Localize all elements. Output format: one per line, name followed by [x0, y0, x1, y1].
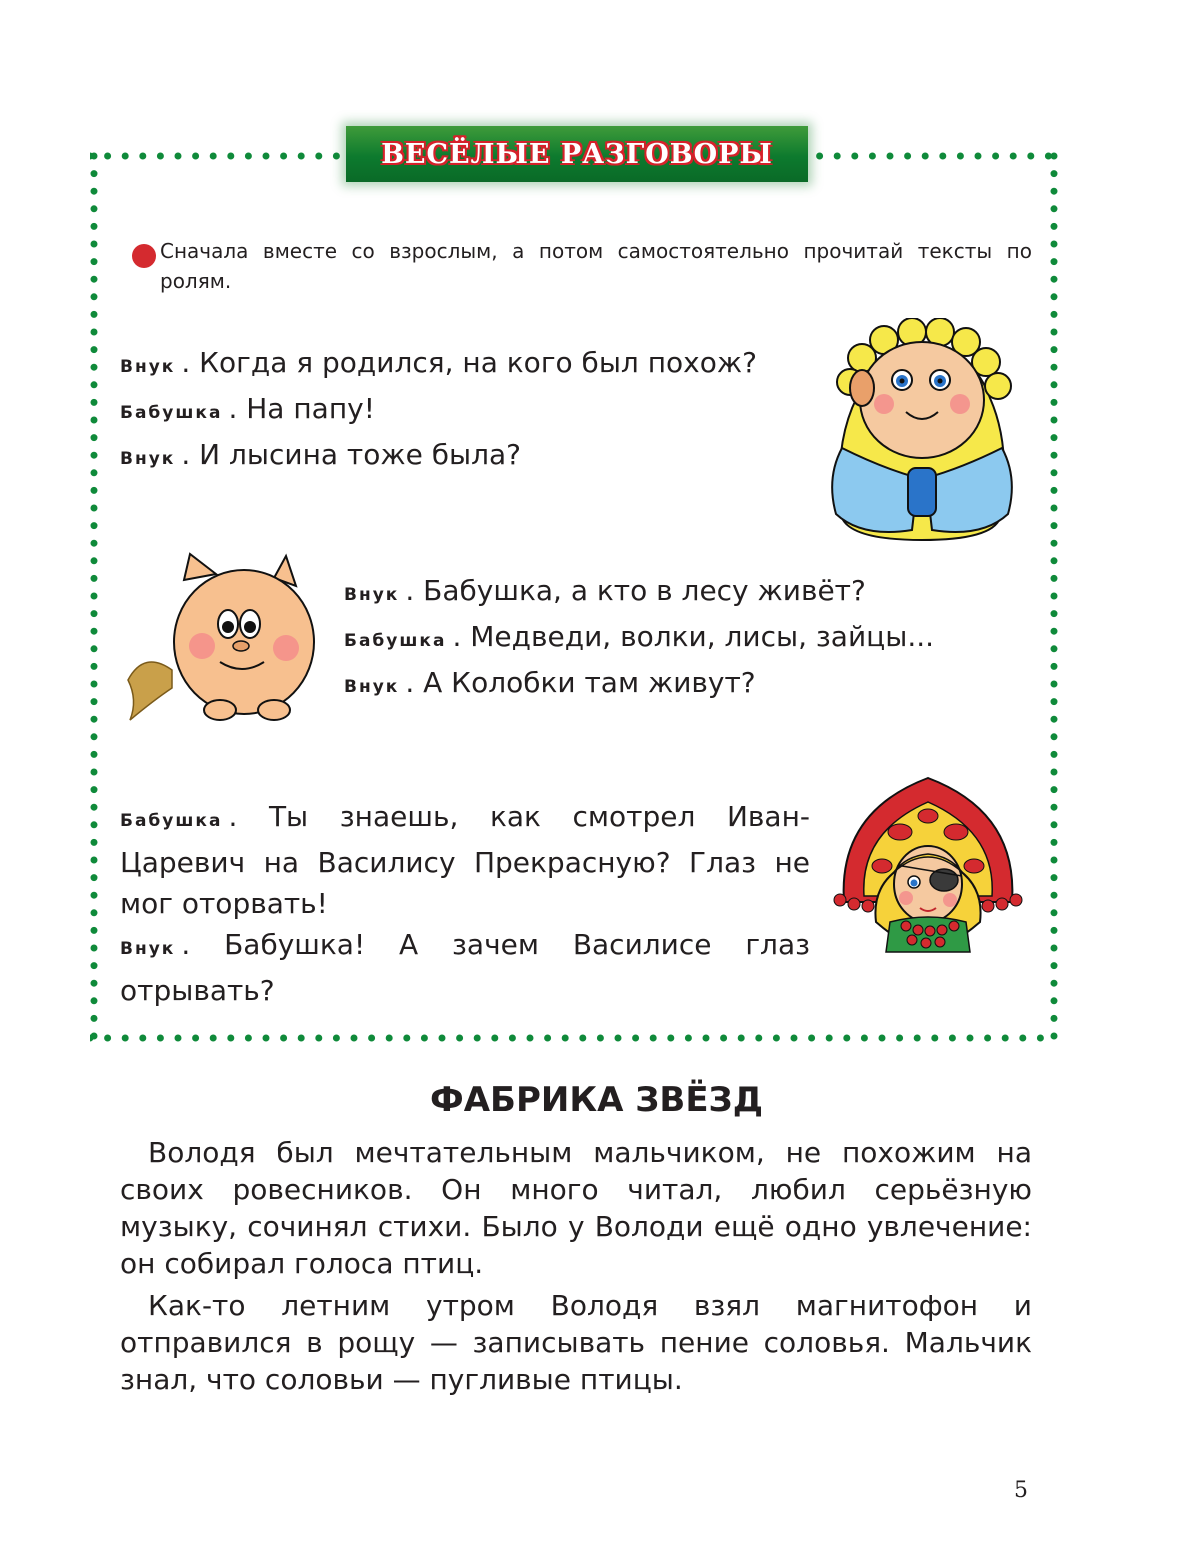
speaker-label: Внук	[344, 677, 400, 697]
dialogue-text: . Когда я родился, на кого был похож?	[181, 346, 757, 379]
speaker-label: Бабушка	[120, 403, 223, 423]
story-paragraph: Володя был мечтательным мальчиком, не похожим на своих ровесников. Он много читал, любил серьёзную музыку, сочинял стихи. Было у Володи ещё одно увлечение: он собирал голоса птиц.	[120, 1136, 1032, 1280]
dialogue-text: . Бабушка! А зачем Василисе глаз отрывать?	[120, 928, 810, 1007]
speaker-label: Бабушка	[344, 631, 447, 651]
dialogue-3	[120, 796, 810, 1011]
dialogue-line	[344, 570, 1004, 616]
dialogue-line	[120, 924, 810, 1011]
speaker-label: Внук	[120, 357, 176, 377]
dialogue-line	[120, 388, 820, 434]
dialogue-line	[344, 616, 1004, 662]
section-banner	[346, 126, 808, 182]
banner-title: ВЕСЁЛЫЕ РАЗГОВОРЫ	[381, 138, 773, 170]
speaker-label: Внук	[120, 939, 176, 959]
dialogue-2	[344, 570, 1004, 708]
dialogue-text: . Ты знаешь, как смотрел Иван-Царевич на Василису Прекрасную? Глаз не мог оторвать!	[120, 800, 810, 920]
vasilisa-illustration	[830, 772, 1026, 956]
dialogue-line	[120, 434, 820, 480]
dialogue-line	[120, 796, 810, 924]
speaker-label: Бабушка	[120, 811, 223, 831]
speaker-label: Внук	[344, 585, 400, 605]
dialogue-line	[120, 342, 820, 388]
dialogue-text: . А Колобки там живут?	[405, 666, 756, 699]
dialogue-text: . Бабушка, а кто в лесу живёт?	[405, 574, 866, 607]
story-title: ФАБРИКА ЗВЁЗД	[430, 1080, 763, 1120]
dialogue-1	[120, 342, 820, 480]
story-paragraph: Как-то летним утром Володя взял магнитофон и отправился в рощу — записывать пение соловья. Мальчик знал, что соловьи — пугливые птицы.	[120, 1289, 1032, 1396]
baby-illustration	[822, 318, 1022, 544]
speaker-label: Внук	[120, 449, 176, 469]
instruction-bullet-icon	[132, 244, 156, 268]
kolobok-illustration	[124, 550, 320, 728]
dialogue-line	[344, 662, 1004, 708]
dialogue-text: . Медведи, волки, лисы, зайцы...	[452, 620, 935, 653]
dialogue-text: . На папу!	[228, 392, 375, 425]
page-number: 5	[1014, 1478, 1028, 1503]
instruction-text: Сначала вместе со взрослым, а потом самостоятельно прочитай тексты по ролям.	[160, 239, 1032, 293]
dialogue-text: . И лысина тоже была?	[181, 438, 522, 471]
